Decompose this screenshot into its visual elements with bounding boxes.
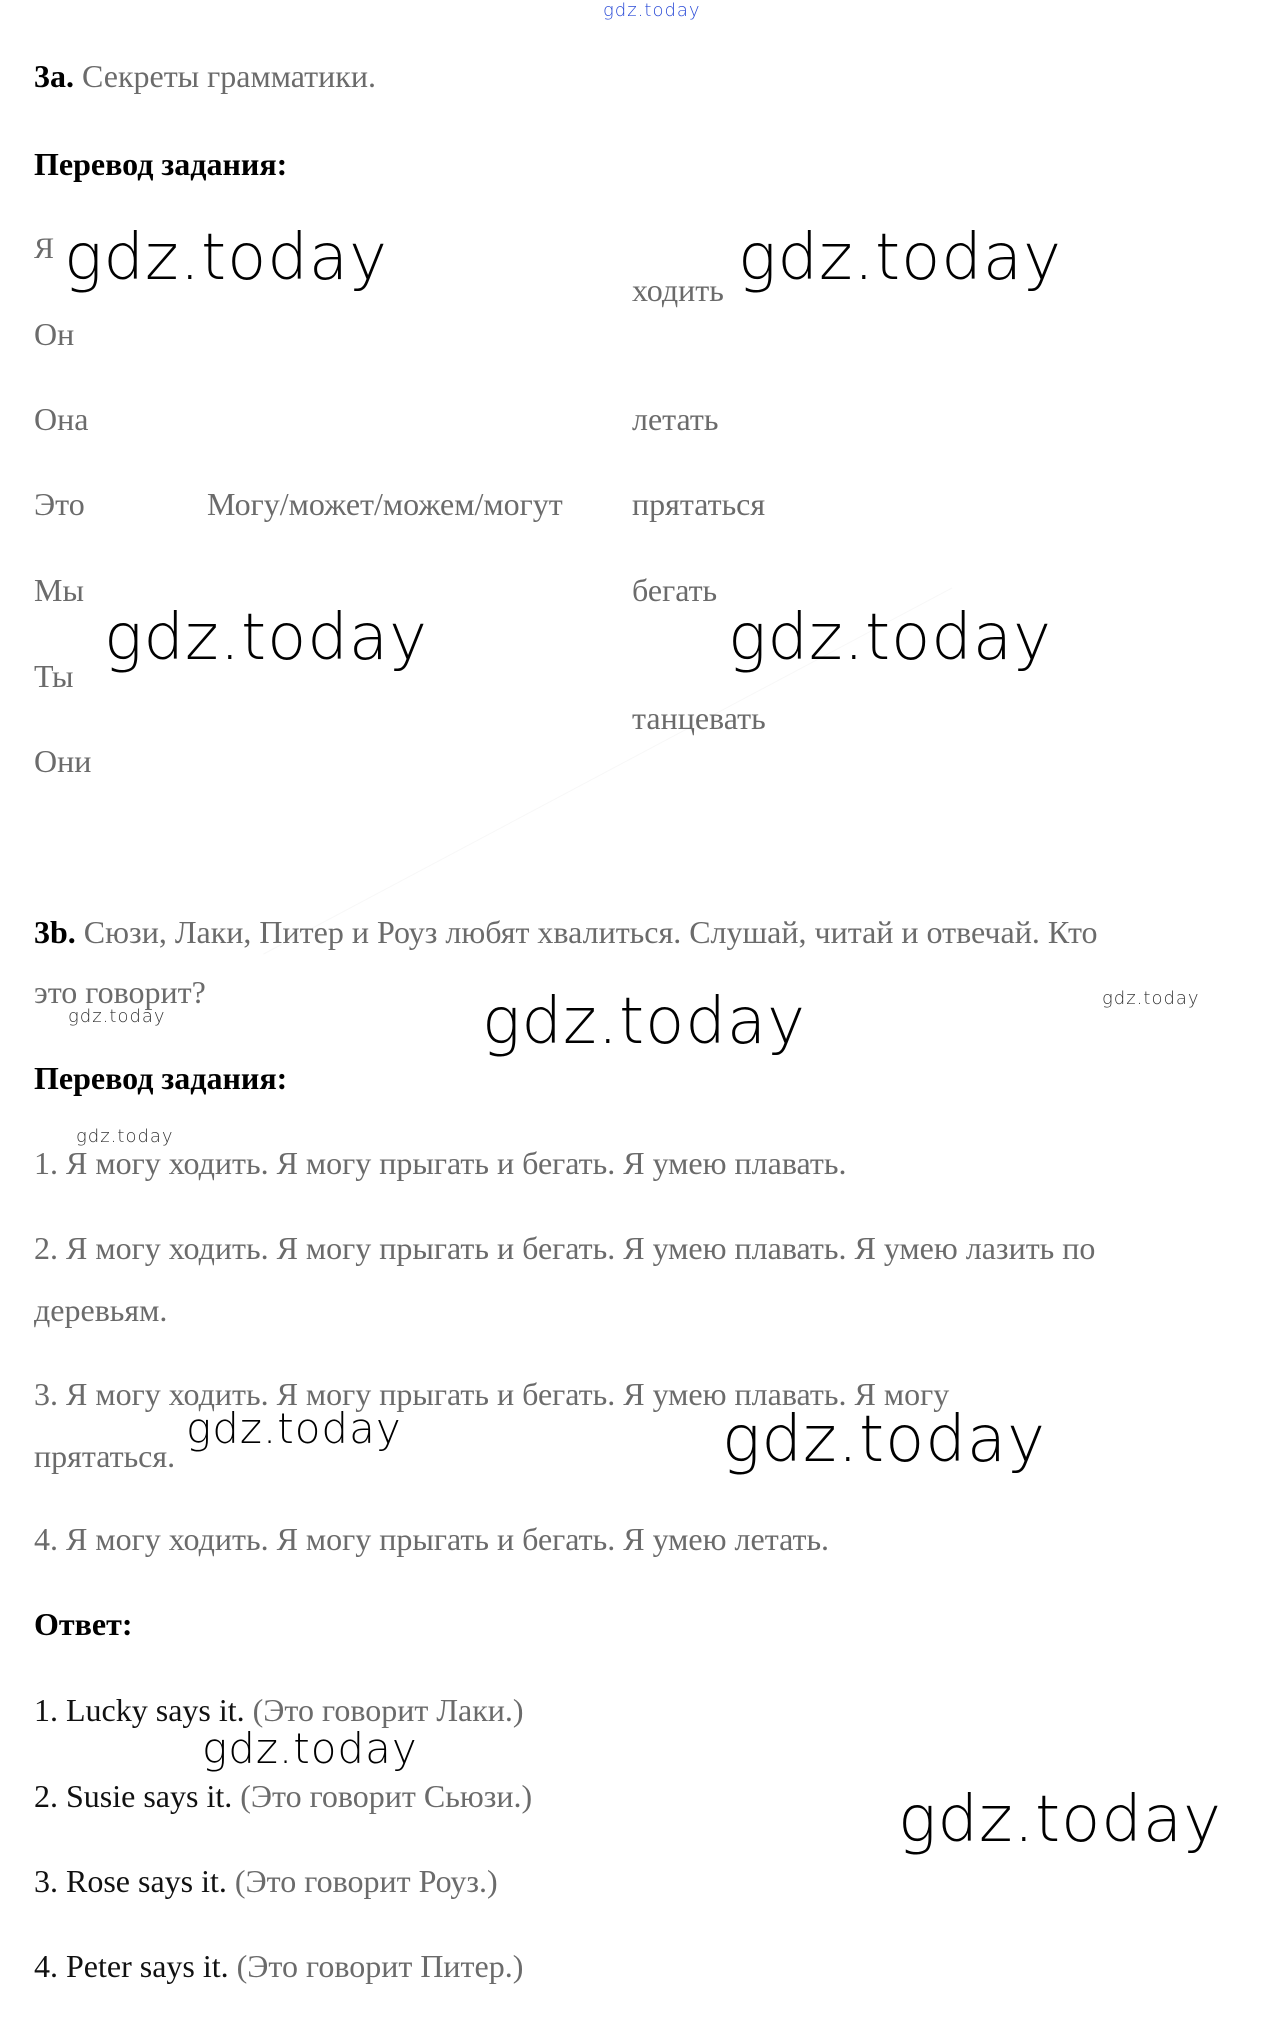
watermark: gdz.today: [898, 1783, 1222, 1857]
watermark-small: gdz.today: [1102, 988, 1200, 1009]
translation-line: 2. Я могу ходить. Я могу прыгать и бегать. Я умею плавать. Я умею лазить по: [34, 1230, 1096, 1266]
verb: прятаться: [632, 486, 766, 522]
watermark: gdz.today: [482, 985, 806, 1059]
pronoun: Я: [34, 232, 55, 265]
answer-line: [34, 1780, 532, 1812]
translation-line: 3. Я могу ходить. Я могу прыгать и бегать. Я умею плавать. Я могу: [34, 1376, 950, 1412]
verb: танцевать: [632, 700, 766, 736]
pronoun: Мы: [34, 572, 84, 608]
section-3b-heading: [34, 916, 1098, 948]
translation-line: прятаться.: [34, 1438, 176, 1474]
section-title-line: это говорит?: [34, 974, 206, 1010]
pronoun: Она: [34, 401, 89, 437]
watermark-small: gdz.today: [76, 1126, 174, 1147]
answer-russian: (Это говорит Роуз.): [234, 1863, 498, 1899]
answer-english: 4. Peter says it.: [34, 1948, 229, 1984]
translation-line: 4. Я могу ходить. Я могу прыгать и бегать. Я умею летать.: [34, 1521, 830, 1557]
answer-russian: (Это говорит Лаки.): [252, 1692, 524, 1728]
watermark: gdz.today: [728, 601, 1052, 675]
section-number: 3b.: [34, 914, 76, 950]
answer-line: [34, 1694, 524, 1726]
modal-verb-forms: Могу/может/можем/могут: [207, 486, 563, 522]
watermark: gdz.today: [738, 221, 1062, 295]
pronoun: Ты: [34, 658, 74, 694]
pronoun: Они: [34, 743, 92, 779]
section-number: 3a.: [34, 58, 74, 94]
answer-russian: (Это говорит Сьюзи.): [240, 1778, 533, 1814]
watermark: gdz.today: [104, 601, 428, 675]
answer-english: 3. Rose says it.: [34, 1863, 227, 1899]
translation-heading: Перевод задания:: [34, 146, 288, 182]
pronoun: Это: [34, 486, 85, 522]
answer-russian: (Это говорит Питер.): [236, 1948, 524, 1984]
translation-heading: Перевод задания:: [34, 1060, 288, 1096]
answer-heading: Ответ:: [34, 1606, 133, 1642]
answer-line: [34, 1950, 523, 1982]
answer-english: 1. Lucky says it.: [34, 1692, 245, 1728]
section-3a-heading: [34, 60, 376, 92]
watermark: gdz.today: [722, 1403, 1046, 1477]
watermark: gdz.today: [186, 1404, 402, 1453]
verb: ходить: [632, 272, 724, 308]
watermark: gdz.today: [64, 221, 388, 295]
answer-english: 2. Susie says it.: [34, 1778, 233, 1814]
answer-line: [34, 1865, 498, 1897]
verb: бегать: [632, 572, 718, 608]
verb: летать: [632, 401, 719, 437]
section-title: Секреты грамматики.: [82, 58, 376, 94]
section-title-line: Сюзи, Лаки, Питер и Роуз любят хвалиться. Слушай, читай и отвечай. Кто: [83, 914, 1098, 950]
watermark-top: gdz.today: [603, 0, 701, 21]
translation-line: деревьям.: [34, 1292, 168, 1328]
watermark: gdz.today: [202, 1724, 418, 1773]
translation-line: 1. Я могу ходить. Я могу прыгать и бегать. Я умею плавать.: [34, 1145, 847, 1181]
pronoun: Он: [34, 316, 75, 352]
watermark-small: gdz.today: [68, 1006, 166, 1027]
